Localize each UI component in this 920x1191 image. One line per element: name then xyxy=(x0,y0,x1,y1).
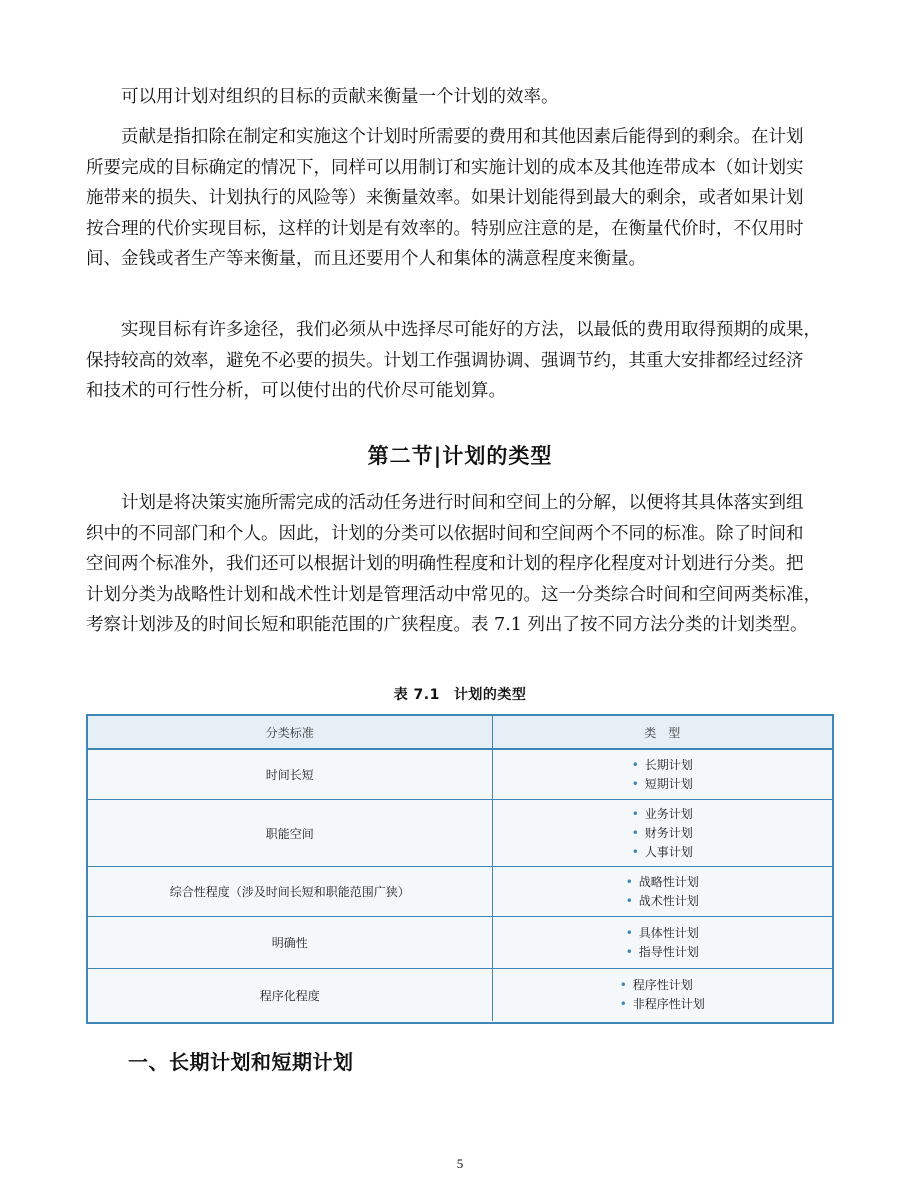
type-item: • 具体性计划 xyxy=(626,924,699,943)
subsection-title: 一、长期计划和短期计划 xyxy=(128,1050,354,1074)
paragraph-line: 间、金钱或者生产等来衡量，而且还要用个人和集体的满意程度来衡量。 xyxy=(86,249,646,269)
cell-standard: 职能空间 xyxy=(88,800,492,867)
table-row xyxy=(88,800,832,867)
paragraph-line: 计划分类为战略性计划和战术性计划是管理活动中常见的。这一分类综合时间和空间两类标准， xyxy=(86,584,821,605)
type-list xyxy=(626,873,699,911)
table-caption-title: 计划的类型 xyxy=(453,687,527,703)
plan-types-grid xyxy=(88,716,832,1021)
header-classification-standard: 分类标准 xyxy=(88,716,492,749)
cell-types xyxy=(492,917,832,969)
type-list xyxy=(632,805,693,862)
type-item: • 短期计划 xyxy=(632,775,693,794)
header-type: 类 型 xyxy=(492,716,832,749)
cell-standard: 明确性 xyxy=(88,917,492,969)
paragraph-line: 织中的不同部门和个人。因此，计划的分类可以依据时间和空间两个不同的标准。除了时间和 xyxy=(86,523,804,544)
paragraph-line: 计划是将决策实施所需完成的活动任务进行时间和空间上的分解，以便将其具体落实到组 xyxy=(121,493,804,513)
type-item: • 战术性计划 xyxy=(626,892,699,911)
type-item: • 指导性计划 xyxy=(626,943,699,962)
type-item: • 非程序性计划 xyxy=(620,995,705,1014)
table-row xyxy=(88,867,832,917)
table-row xyxy=(88,917,832,969)
table-header-row xyxy=(88,716,832,749)
cell-types xyxy=(492,800,832,867)
section-title: 第二节|计划的类型 xyxy=(367,444,553,468)
type-list xyxy=(626,924,699,962)
type-item: • 长期计划 xyxy=(632,756,693,775)
table-caption-number: 表 7.1 xyxy=(393,687,440,703)
type-item: • 人事计划 xyxy=(632,843,693,862)
paragraph-line: 按合理的代价实现目标，这样的计划是有效率的。特别应注意的是，在衡量代价时，不仅用时 xyxy=(86,218,804,239)
cell-standard: 综合性程度（涉及时间长短和职能范围广狭） xyxy=(88,867,492,917)
paragraph-line: 空间两个标准外，我们还可以根据计划的明确性程度和计划的程序化程度对计划进行分类。把 xyxy=(86,554,804,574)
type-item: • 业务计划 xyxy=(632,805,693,824)
type-list xyxy=(620,976,705,1014)
paragraph-line: 贡献是指扣除在制定和实施这个计划时所需要的费用和其他因素后能得到的剩余。在计划 xyxy=(121,127,804,147)
paragraph-line: 施带来的损失、计划执行的风险等）来衡量效率。如果计划能得到最大的剩余，或者如果计划 xyxy=(86,188,804,208)
table-caption xyxy=(0,684,920,704)
type-list xyxy=(632,756,693,794)
paragraph-line: 实现目标有许多途径，我们必须从中选择尽可能好的方法，以最低的费用取得预期的成果， xyxy=(121,320,821,340)
paragraph-line: 保持较高的效率，避免不必要的损失。计划工作强调协调、强调节约，其重大安排都经过经济 xyxy=(86,350,804,371)
cell-standard: 程序化程度 xyxy=(88,969,492,1022)
paragraph-contribution xyxy=(86,122,834,275)
cell-types xyxy=(492,969,832,1022)
cell-standard: 时间长短 xyxy=(88,749,492,800)
table-row xyxy=(88,969,832,1022)
paragraph-line: 可以用计划对组织的目标的贡献来衡量一个计划的效率。 xyxy=(121,87,559,107)
type-item: • 战略性计划 xyxy=(626,873,699,892)
paragraph-efficiency-measure xyxy=(86,82,834,113)
paragraph-line: 所要完成的目标确定的情况下，同样可以用制订和实施计划的成本及其他连带成本（如计划实 xyxy=(86,157,804,178)
cell-types xyxy=(492,867,832,917)
paragraph-line: 考察计划涉及的时间长短和职能范围的广狭程度。表 7.1 列出了按不同方法分类的计划类型。 xyxy=(86,615,808,635)
type-item: • 财务计划 xyxy=(632,824,693,843)
type-item: • 程序性计划 xyxy=(620,976,705,995)
paragraph-plan-classification xyxy=(86,488,834,641)
paragraph-line: 和技术的可行性分析，可以使付出的代价尽可能划算。 xyxy=(86,381,506,401)
page-number: 5 xyxy=(456,1156,464,1171)
cell-types xyxy=(492,749,832,800)
table-row xyxy=(88,749,832,800)
paragraph-achieve-goals xyxy=(86,315,834,407)
plan-types-table xyxy=(86,714,834,1024)
